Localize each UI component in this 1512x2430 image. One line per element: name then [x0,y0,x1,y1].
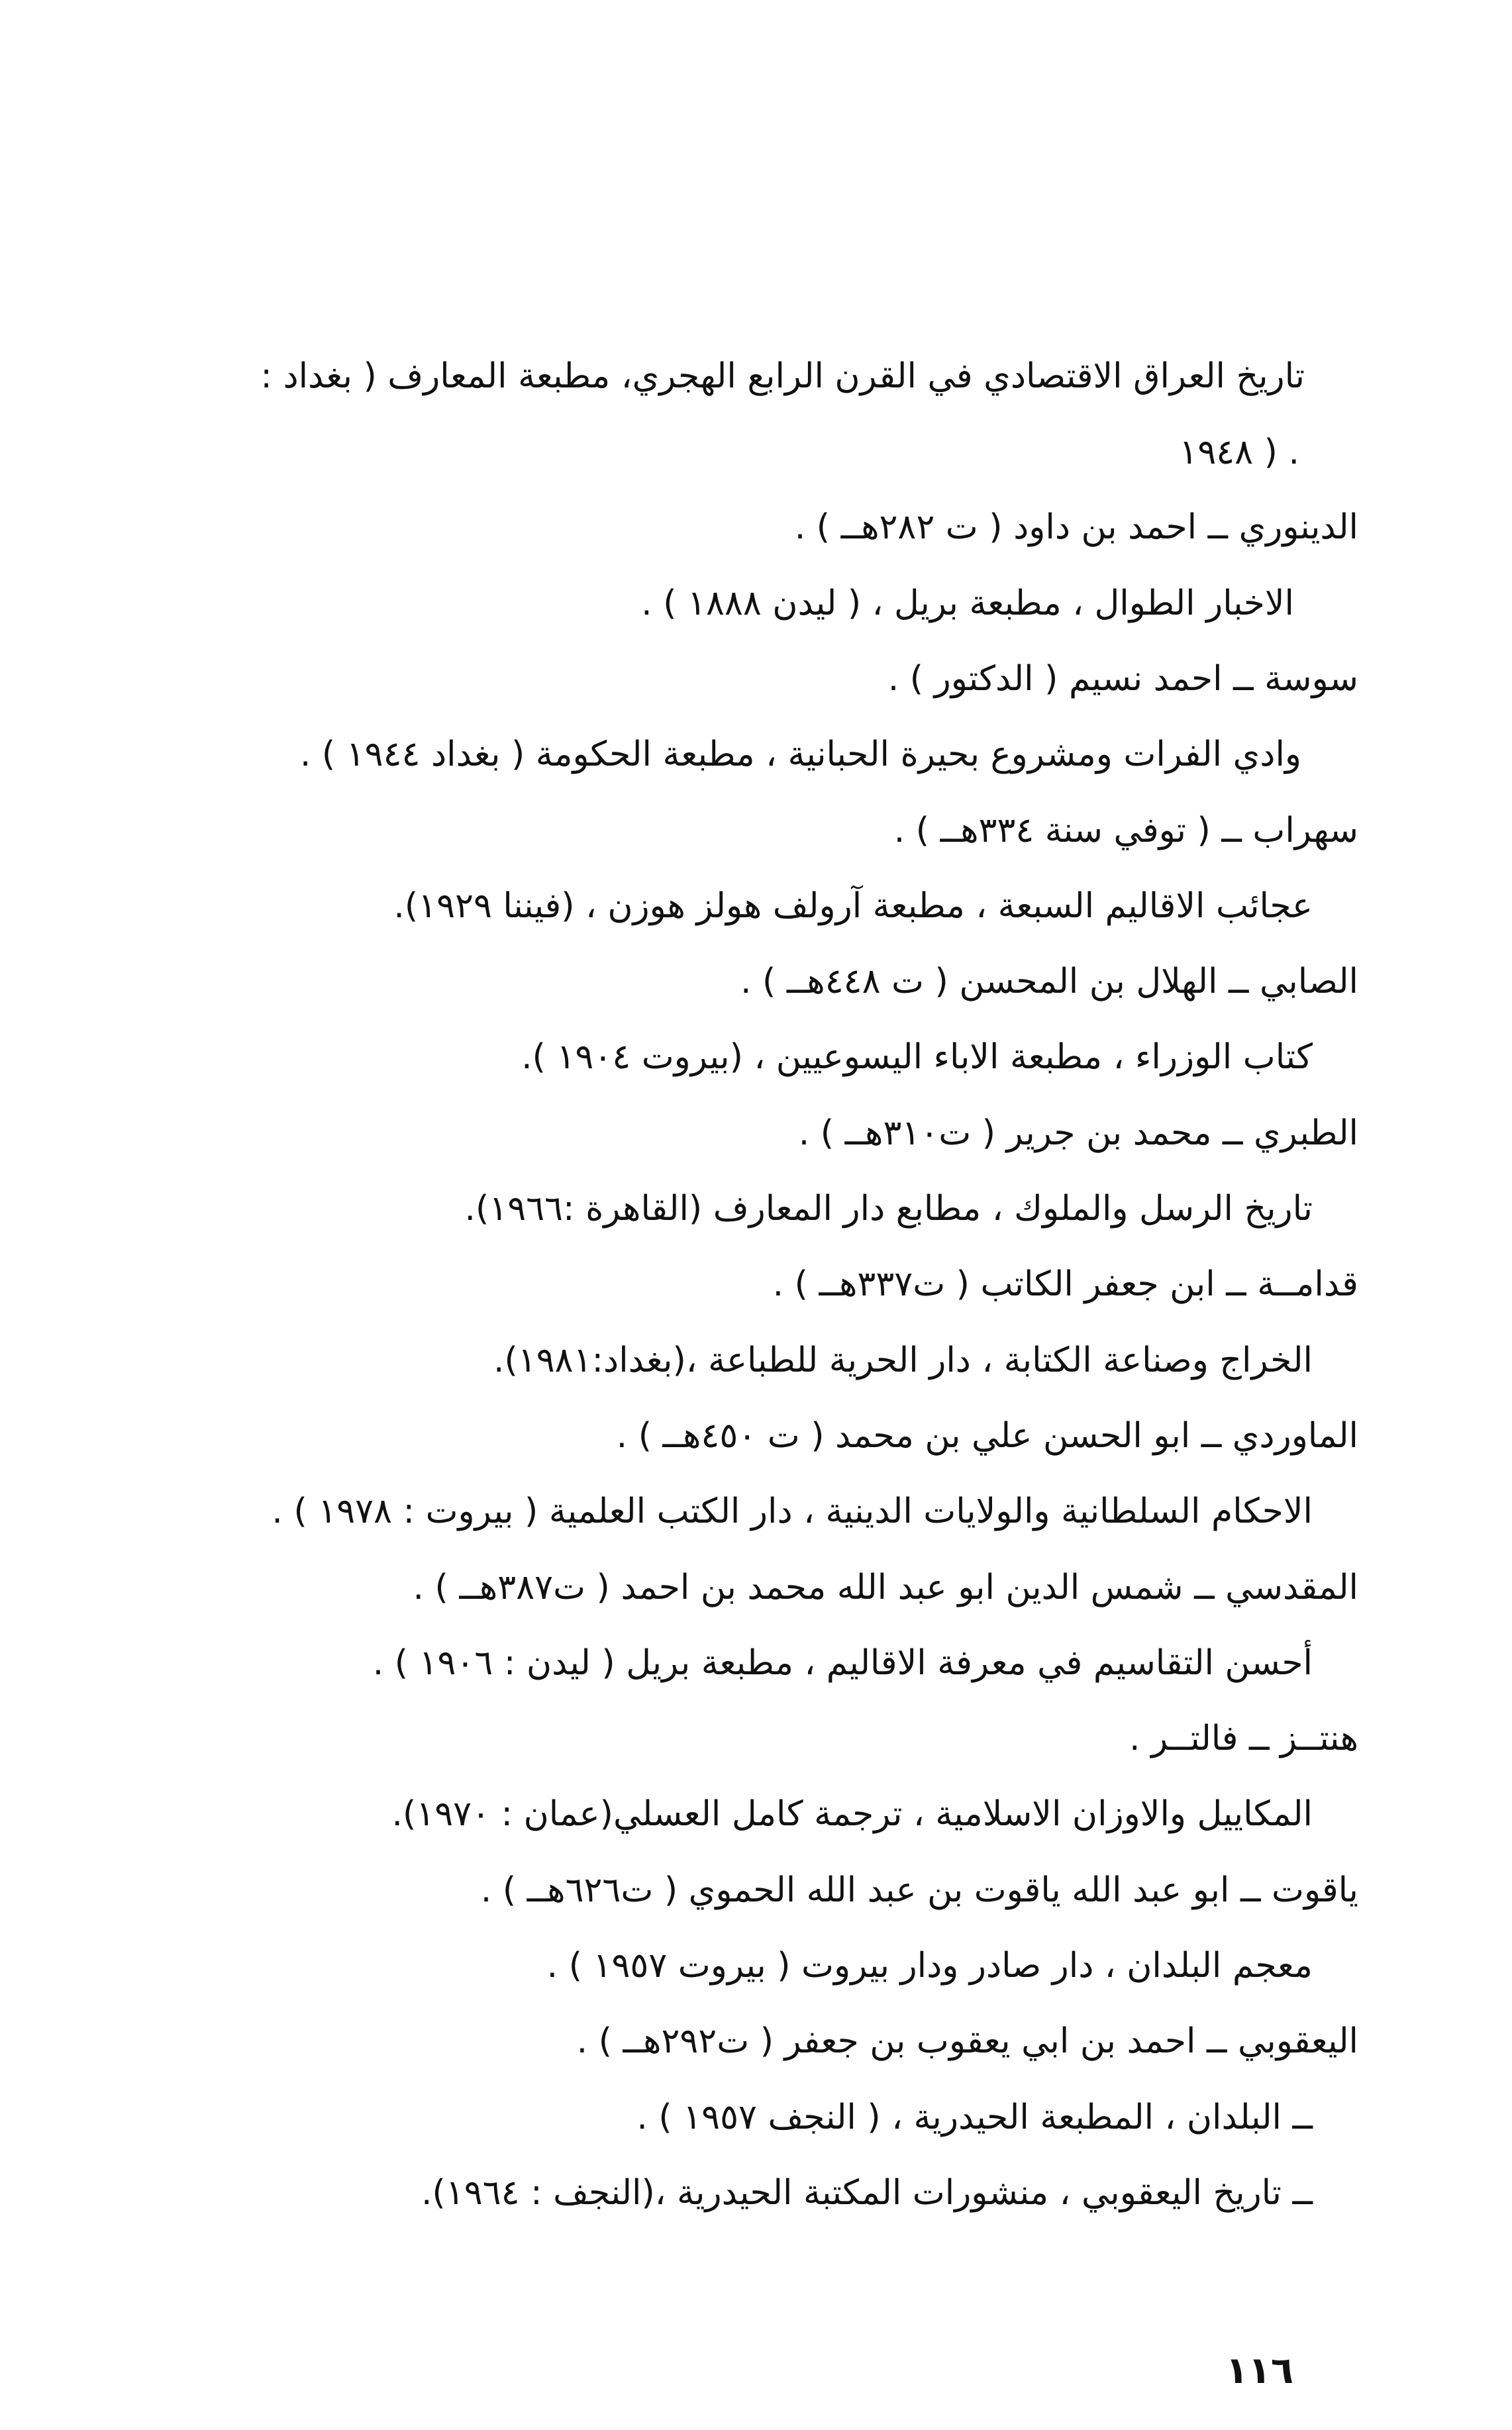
bibliography-line: الصابي ــ الهلال بن المحسن ( ت ٤٤٨هــ ) . [740,962,1358,1001]
bibliography-line: الطبري ــ محمد بن جرير ( ت٣١٠هــ ) . [798,1113,1358,1153]
bibliography-line: المقدسي ــ شمس الدين ابو عبد الله محمد بن احمد ( ت٣٨٧هــ ) . [413,1568,1358,1607]
bibliography-line: ياقوت ــ ابو عبد الله ياقوت بن عبد الله الحموي ( ت٦٢٦هــ ) . [480,1870,1358,1910]
bibliography-line: المكاييل والاوزان الاسلامية ، ترجمة كامل العسلي(عمان : ١٩٧٠). [391,1794,1313,1834]
page-number: ١١٦ [1225,2349,1293,2392]
bibliography-line: أحسن التقاسيم في معرفة الاقاليم ، مطبعة بريل ( ليدن : ١٩٠٦ ) . [372,1643,1313,1683]
bibliography-line: ــ تاريخ اليعقوبي ، منشورات المكتبة الحيدرية ،(النجف : ١٩٦٤). [421,2173,1313,2213]
bibliography-line: الخراج وصناعة الكتابة ، دار الحرية للطباعة ،(بغداد:١٩٨١). [493,1341,1313,1380]
bibliography-line: ١٩٤٨ ) . [1179,432,1299,472]
bibliography-line: تاريخ الرسل والملوك ، مطابع دار المعارف (القاهرة :١٩٦٦). [464,1189,1313,1229]
bibliography-line: الاحكام السلطانية والولايات الدينية ، دار الكتب العلمية ( بيروت : ١٩٧٨ ) . [272,1492,1313,1531]
bibliography-line: سوسة ــ احمد نسيم ( الدكتور ) . [887,659,1358,699]
bibliography-line: وادي الفرات ومشروع بحيرة الحبانية ، مطبعة الحكومة ( بغداد ١٩٤٤ ) . [299,734,1301,774]
bibliography-line: اليعقوبي ــ احمد بن ابي يعقوب بن جعفر ( ت٢٩٢هــ ) . [576,2021,1358,2061]
bibliography-line: سهراب ــ ( توفي سنة ٣٣٤هــ ) . [893,811,1358,850]
bibliography-line: تاريخ العراق الاقتصادي في القرن الرابع الهجري، مطبعة المعارف ( بغداد : [260,356,1305,396]
bibliography-line: عجائب الاقاليم السبعة ، مطبعة آرولف هولز هوزن ، (فيننا ١٩٢٩). [393,886,1313,926]
bibliography-line: معجم البلدان ، دار صادر ودار بيروت ( بيروت ١٩٥٧ ) . [546,1946,1313,1986]
bibliography-line: الدينوري ــ احمد بن داود ( ت ٢٨٢هــ ) . [794,507,1358,547]
bibliography-line: قدامــة ــ ابن جعفر الكاتب ( ت٣٣٧هــ ) . [772,1264,1358,1304]
bibliography-line: كتاب الوزراء ، مطبعة الاباء اليسوعيين ، (بيروت ١٩٠٤ ). [521,1037,1313,1077]
bibliography-line: الماوردي ــ ابو الحسن علي بن محمد ( ت ٤٥٠هــ ) . [616,1416,1358,1456]
bibliography-line: هنتــز ــ فالتــر . [1129,1719,1358,1758]
bibliography-line: ــ البلدان ، المطبعة الحيدرية ، ( النجف ١٩٥٧ ) . [636,2098,1313,2137]
bibliography-line: الاخبار الطوال ، مطبعة بريل ، ( ليدن ١٨٨٨ ) . [641,583,1294,623]
